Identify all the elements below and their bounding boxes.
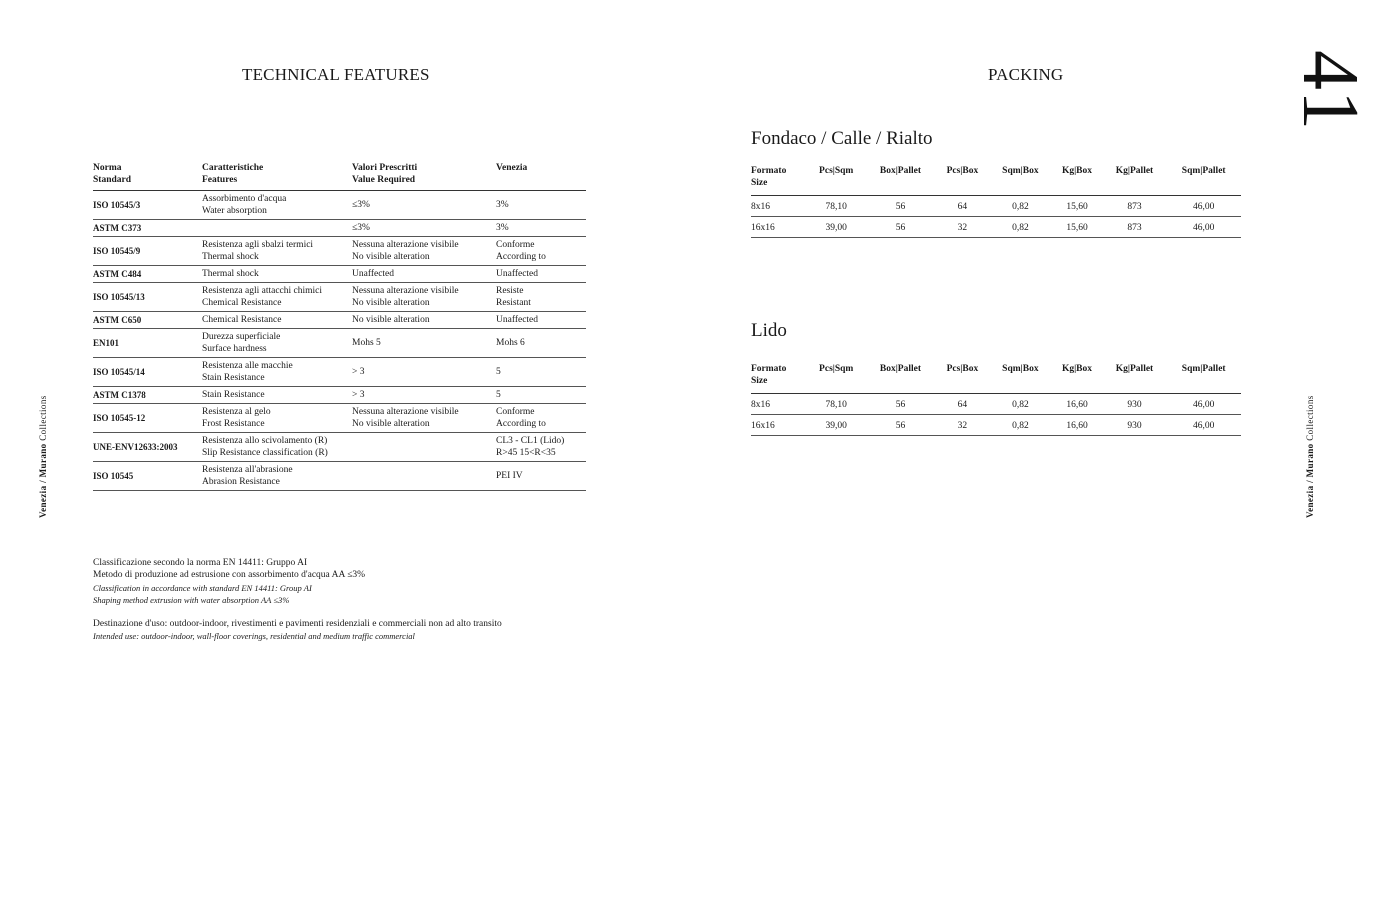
note-line-italic: Shaping method extrusion with water absorption AA ≤3% [93, 594, 290, 605]
venezia-cell-line1: CL3 - CL1 (Lido) [496, 436, 565, 446]
venezia-cell-line2: According to [496, 252, 546, 262]
features-cell-line2: Abrasion Resistance [202, 477, 280, 487]
value-required-cell [352, 404, 496, 433]
packing-cell: 46,00 [1166, 196, 1241, 217]
value-required-cell [352, 220, 496, 237]
features-cell [202, 387, 352, 404]
venezia-cell-line1: Unaffected [496, 315, 539, 325]
features-cell-line1: Resistenza al gelo [202, 407, 271, 417]
table-row [93, 266, 586, 283]
classification-notes [93, 557, 613, 643]
header-size-l2: Size [751, 376, 768, 386]
packing-row [751, 415, 1241, 436]
packing-cell: 873 [1103, 196, 1167, 217]
features-cell-line1: Chemical Resistance [202, 315, 282, 325]
header-size-l1: Formato [751, 166, 787, 176]
features-cell-line1: Durezza superficiale [202, 332, 281, 342]
venezia-cell-line1: 5 [496, 390, 501, 400]
features-cell-line2: Thermal shock [202, 252, 259, 262]
table-row [93, 312, 586, 329]
features-cell-line2: Slip Resistance classification (R) [202, 448, 328, 458]
value-required-cell [352, 237, 496, 266]
features-cell [202, 220, 352, 237]
standard-cell: EN101 [93, 329, 202, 358]
page-number: 41 [1286, 50, 1374, 130]
packing-cell: 0,82 [989, 217, 1051, 238]
features-cell [202, 191, 352, 220]
packing-cell: 64 [935, 394, 989, 415]
venezia-cell [496, 387, 586, 404]
packing-header-cell: Box|Pallet [865, 361, 935, 394]
features-cell-line2: Stain Resistance [202, 373, 265, 383]
packing-row [751, 394, 1241, 415]
note-line-italic: Classification in accordance with standard EN 14411: Group AI [93, 582, 312, 593]
venezia-cell [496, 220, 586, 237]
header-size-l2: Size [751, 178, 768, 188]
packing-cell: 78,10 [807, 196, 865, 217]
value-required-cell [352, 462, 496, 491]
venezia-cell-line2: According to [496, 419, 546, 429]
venezia-cell-line1: 3% [496, 223, 509, 233]
packing-cell: 16,60 [1051, 415, 1102, 436]
side-label-left [38, 395, 48, 518]
packing-cell: 56 [865, 394, 935, 415]
value-required-cell-line1: > 3 [352, 390, 365, 400]
features-cell-line1: Resistenza allo scivolamento (R) [202, 436, 328, 446]
venezia-cell-line1: 5 [496, 367, 501, 377]
table-row [93, 358, 586, 387]
venezia-cell-line1: Conforme [496, 407, 535, 417]
standard-cell: ASTM C1378 [93, 387, 202, 404]
note-line-italic: Intended use: outdoor-indoor, wall-floor coverings, residential and medium traffic commercial [93, 631, 415, 642]
packing-header-cell: Kg|Pallet [1103, 361, 1167, 394]
features-cell-line1: Resistenza all'abrasione [202, 465, 293, 475]
packing-cell: 0,82 [989, 415, 1051, 436]
packing-header-row [751, 361, 1241, 394]
packing-cell: 46,00 [1166, 415, 1241, 436]
packing-cell: 46,00 [1166, 394, 1241, 415]
technical-features-table [93, 160, 586, 491]
table-row [93, 283, 586, 312]
venezia-cell-line1: Unaffected [496, 269, 539, 279]
note-line: Destinazione d'uso: outdoor-indoor, rivestimenti e pavimenti residenziali e commerciali non ad alto transito [93, 619, 502, 630]
technical-features-title: TECHNICAL FEATURES [242, 65, 430, 84]
venezia-cell [496, 462, 586, 491]
standard-cell: ISO 10545/14 [93, 358, 202, 387]
value-required-cell-line1: Mohs 5 [352, 338, 381, 348]
venezia-cell [496, 237, 586, 266]
standard-cell: ASTM C650 [93, 312, 202, 329]
features-cell [202, 358, 352, 387]
features-cell [202, 433, 352, 462]
packing-cell: 16x16 [751, 415, 807, 436]
standard-cell: UNE-ENV12633:2003 [93, 433, 202, 462]
venezia-cell-line1: Mohs 6 [496, 338, 525, 348]
venezia-cell [496, 266, 586, 283]
value-required-cell [352, 358, 496, 387]
packing-cell: 16,60 [1051, 394, 1102, 415]
header-standard: Norma Standard [93, 160, 202, 191]
table-row [93, 191, 586, 220]
table-row [93, 220, 586, 237]
standard-cell: ISO 10545/3 [93, 191, 202, 220]
value-required-cell-line1: Nessuna alterazione visibile [352, 407, 459, 417]
packing-row [751, 217, 1241, 238]
packing-header-cell: Box|Pallet [865, 163, 935, 196]
header-venezia: Venezia [496, 160, 586, 191]
standard-cell: ASTM C484 [93, 266, 202, 283]
table-row [93, 387, 586, 404]
value-required-cell-line1: > 3 [352, 367, 365, 377]
packing-header-cell: Pcs|Sqm [807, 163, 865, 196]
note-line: Metodo di produzione ad estrusione con assorbimento d'acqua AA ≤3% [93, 570, 366, 581]
packing-row [751, 196, 1241, 217]
packing-header-cell: Kg|Box [1051, 163, 1102, 196]
packing-cell: 15,60 [1051, 217, 1102, 238]
packing-cell: 64 [935, 196, 989, 217]
features-cell [202, 404, 352, 433]
packing-cell: 0,82 [989, 394, 1051, 415]
venezia-cell-line1: 3% [496, 200, 509, 210]
features-cell-line2: Surface hardness [202, 344, 267, 354]
venezia-cell-line2: Resistant [496, 298, 531, 308]
value-required-cell [352, 312, 496, 329]
packing-header-cell: Pcs|Box [935, 361, 989, 394]
packing-cell: 78,10 [807, 394, 865, 415]
value-required-cell-line2: No visible alteration [352, 419, 430, 429]
side-label-brand: Venezia / Murano [38, 443, 48, 518]
features-cell [202, 462, 352, 491]
features-cell [202, 237, 352, 266]
table-row [93, 237, 586, 266]
packing-header-cell: Pcs|Sqm [807, 361, 865, 394]
header-value-required: Valori Prescritti Value Required [352, 160, 496, 191]
header-features: Caratteristiche Features [202, 160, 352, 191]
packing-header-cell: Kg|Box [1051, 361, 1102, 394]
value-required-cell-line1: Nessuna alterazione visibile [352, 240, 459, 250]
features-cell-line2: Frost Resistance [202, 419, 265, 429]
features-cell [202, 329, 352, 358]
side-label-brand: Venezia / Murano [1305, 443, 1315, 518]
venezia-cell [496, 433, 586, 462]
venezia-cell [496, 312, 586, 329]
side-label-suffix: Collections [38, 395, 48, 441]
packing-cell: 930 [1103, 415, 1167, 436]
venezia-cell-line1: Conforme [496, 240, 535, 250]
standard-cell: ISO 10545/13 [93, 283, 202, 312]
packing-header-cell: Sqm|Box [989, 361, 1051, 394]
packing-header-cell: Sqm|Box [989, 163, 1051, 196]
venezia-cell [496, 283, 586, 312]
packing-cell: 56 [865, 415, 935, 436]
packing-group-title: Lido [751, 320, 787, 341]
packing-header-cell: Sqm|Pallet [1166, 361, 1241, 394]
packing-cell: 32 [935, 415, 989, 436]
table-row [93, 433, 586, 462]
value-required-cell [352, 329, 496, 358]
packing-cell: 873 [1103, 217, 1167, 238]
packing-title: PACKING [988, 65, 1064, 84]
value-required-cell-line1: Nessuna alterazione visibile [352, 286, 459, 296]
venezia-cell [496, 404, 586, 433]
packing-header-cell: Kg|Pallet [1103, 163, 1167, 196]
standard-cell: ASTM C373 [93, 220, 202, 237]
packing-cell: 16x16 [751, 217, 807, 238]
venezia-cell [496, 358, 586, 387]
standard-cell: ISO 10545/9 [93, 237, 202, 266]
header-size-l1: Formato [751, 364, 787, 374]
packing-cell: 8x16 [751, 394, 807, 415]
venezia-cell-line1: PEI IV [496, 471, 523, 481]
venezia-cell [496, 191, 586, 220]
side-label-suffix: Collections [1305, 395, 1315, 441]
features-cell-line1: Stain Resistance [202, 390, 265, 400]
value-required-cell-line1: ≤3% [352, 223, 370, 233]
packing-cell: 8x16 [751, 196, 807, 217]
features-cell-line1: Resistenza agli attacchi chimici [202, 286, 323, 296]
standard-cell: ISO 10545-12 [93, 404, 202, 433]
features-cell-line1: Resistenza agli sbalzi termici [202, 240, 314, 250]
value-required-cell-line2: No visible alteration [352, 298, 430, 308]
features-cell-line2: Chemical Resistance [202, 298, 282, 308]
value-required-cell [352, 191, 496, 220]
packing-cell: 56 [865, 196, 935, 217]
value-required-cell [352, 433, 496, 462]
venezia-cell-line1: Resiste [496, 286, 524, 296]
packing-table [751, 163, 1241, 238]
table-row [93, 404, 586, 433]
features-cell [202, 312, 352, 329]
table-header-row [93, 160, 586, 191]
features-cell [202, 283, 352, 312]
packing-cell: 39,00 [807, 217, 865, 238]
value-required-cell [352, 283, 496, 312]
venezia-cell-line2: R>45 15<R<35 [496, 448, 556, 458]
header-size [751, 361, 807, 394]
features-cell-line1: Resistenza alle macchie [202, 361, 293, 371]
features-cell-line1: Thermal shock [202, 269, 259, 279]
value-required-cell [352, 387, 496, 404]
packing-cell: 39,00 [807, 415, 865, 436]
table-row [93, 329, 586, 358]
value-required-cell-line1: No visible alteration [352, 315, 430, 325]
note-line: Classificazione secondo la norma EN 14411: Gruppo AI [93, 558, 308, 568]
packing-table [751, 361, 1241, 436]
value-required-cell-line1: Unaffected [352, 269, 395, 279]
packing-header-row [751, 163, 1241, 196]
packing-cell: 32 [935, 217, 989, 238]
value-required-cell-line1: ≤3% [352, 200, 370, 210]
packing-header-cell: Sqm|Pallet [1166, 163, 1241, 196]
features-cell [202, 266, 352, 283]
standard-cell: ISO 10545 [93, 462, 202, 491]
packing-cell: 56 [865, 217, 935, 238]
packing-cell: 0,82 [989, 196, 1051, 217]
packing-header-cell: Pcs|Box [935, 163, 989, 196]
value-required-cell-line2: No visible alteration [352, 252, 430, 262]
packing-cell: 15,60 [1051, 196, 1102, 217]
packing-cell: 930 [1103, 394, 1167, 415]
features-cell-line1: Assorbimento d'acqua [202, 194, 287, 204]
table-row [93, 462, 586, 491]
side-label-right [1305, 395, 1315, 518]
header-size [751, 163, 807, 196]
features-cell-line2: Water absorption [202, 206, 267, 216]
value-required-cell [352, 266, 496, 283]
venezia-cell [496, 329, 586, 358]
packing-cell: 46,00 [1166, 217, 1241, 238]
packing-group-title: Fondaco / Calle / Rialto [751, 128, 933, 149]
